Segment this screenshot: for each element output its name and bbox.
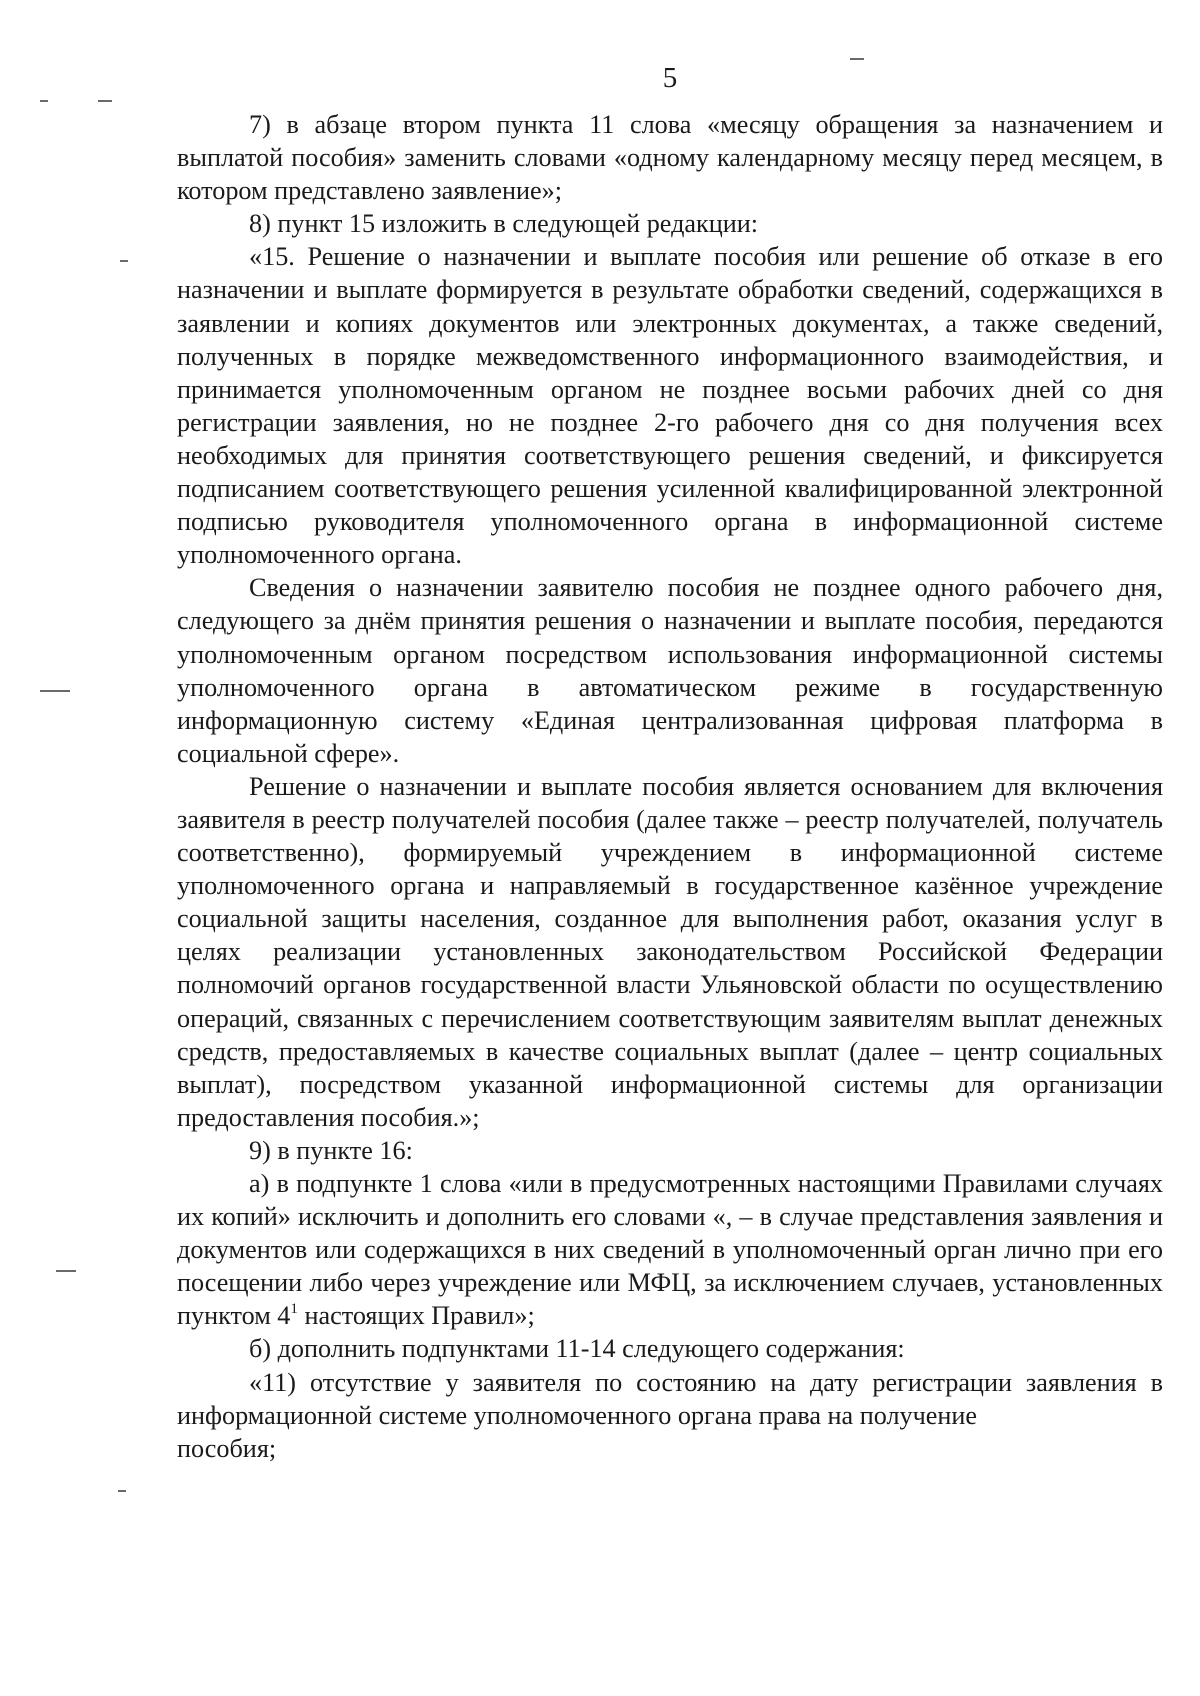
paragraph-item-8: 8) пункт 15 изложить в следующей редакции: <box>249 209 759 239</box>
paragraph-subitem-b: б) дополнить подпунктами 11-14 следующего содержания: <box>249 1334 905 1364</box>
document-body <box>177 108 1163 1465</box>
paragraph-clause-15: «15. Решение о назначении и выплате пособия или решение об отказе в его назначении и выплате формируется в результате обработки сведений, содержащихся в заявлении и копиях документов или электронных документах, а также сведений, полученных в порядке межведомственного информационного взаимодействия, и принимается уполномоченным органом не позднее восьми рабочих дней со дня регистрации заявления, но не позднее 2-го рабочего дня со дня получения всех необходимых для принятия соответствующего решения сведений, и фиксируется подписанием соответствующего решения усиленной квалифицированной электронной подписью руководителя уполномоченного органа в информационной системе уполномоченного органа. <box>177 242 1163 570</box>
paragraph-subitem-11: «11) отсутствие у заявителя по состоянию на дату регистрации заявления в информационной системе уполномоченного органа права на получение <box>177 1367 1163 1430</box>
scan-speck <box>98 100 112 102</box>
scan-speck <box>850 58 864 60</box>
paragraph-item-7: 7) в абзаце втором пункта 11 слова «месяцу обращения за назначением и выплатой пособия» заменить словами «одному календарному месяцу перед месяцем, в котором представлено заявление»; <box>177 110 1163 206</box>
paragraph-subitem-a <box>177 1167 1163 1332</box>
subitem-a-text: а) в подпункте 1 слова «или в предусмотренных настоящими Правилами случаях их копий» исключить и дополнить его словами «, – в случае представления заявления и документов или содержащихся в них сведений в уполномоченный орган лично при его посещении либо через учреждение или МФЦ, за исключением случаев, установленных пунктом 4 <box>177 1169 1163 1331</box>
paragraph-item-9: 9) в пункте 16: <box>249 1135 413 1165</box>
scan-speck <box>40 690 70 692</box>
page-number: 5 <box>662 62 678 94</box>
paragraph-info-transfer: Сведения о назначении заявителю пособия не позднее одного рабочего дня, следующего за днём принятия решения о назначении и выплате пособия, передаются уполномоченным органом посредством использования информационной системы уполномоченного органа в автоматическом режиме в государственную информационную систему «Единая централизованная цифровая платформа в социальной сфере». <box>177 573 1163 768</box>
subitem-a-tail: настоящих Правил»; <box>297 1301 535 1331</box>
superscript-one: 1 <box>290 1301 298 1318</box>
scan-speck <box>118 1490 126 1492</box>
scan-speck <box>56 1270 76 1272</box>
scan-speck <box>120 260 128 262</box>
scan-speck <box>40 100 48 102</box>
paragraph-subitem-11-end: пособия; <box>177 1433 277 1463</box>
paragraph-registry: Решение о назначении и выплате пособия является основанием для включения заявителя в реестр получателей пособия (далее также – реестр получателей, получатель соответственно), формируемый учреждением в информационной системе уполномоченного органа и направляемый в государственное казённое учреждение социальной защиты населения, созданное для выполнения работ, оказания услуг в целях реализации установленных законодательством Российской Федерации полномочий органов государственной власти Ульяновской области по осуществлению операций, связанных с перечислением соответствующим заявителям выплат денежных средств, предоставляемых в качестве социальных выплат (далее – центр социальных выплат), посредством указанной информационной системы для организации предоставления пособия.»; <box>177 771 1163 1132</box>
